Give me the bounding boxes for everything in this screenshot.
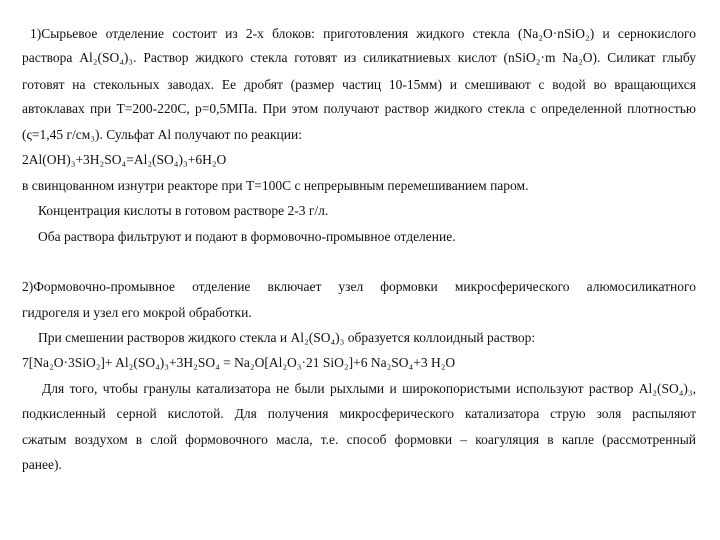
paragraph-2-line-8: ранее). bbox=[22, 457, 62, 472]
paragraph-2-line-5: Для того, чтобы гранулы катализатора не были рыхлыми и широкопористыми используют раствор Al₂(SO₄)₃, bbox=[42, 381, 696, 396]
paragraph-1-line-9: Оба раствора фильтруют и подают в формовочно-промывное отделение. bbox=[38, 229, 456, 244]
paragraph-2-line-2: гидрогеля и узел его мокрой обработки. bbox=[22, 305, 252, 320]
reaction-equation-1: 2Al(OH)₃+3H₂SO₄=Al₂(SO₄)₃+6H₂O bbox=[22, 152, 227, 167]
paragraph-1-line-7: в свинцованном изнутри реакторе при Т=100С с непрерывным перемешиванием паром. bbox=[22, 178, 529, 193]
reaction-equation-2: 7[Na₂O·3SiO₂]+ Al₂(SO₄)₃+3H₂SO₄ = Na₂O[Al₂O₃·21 SiO₂]+6 Na₂SO₄+3 H₂O bbox=[22, 355, 456, 370]
paragraph-1-line-1: 1)Сырьевое отделение состоит из 2-х блоков: приготовления жидкого стекла (Na₂O·nSiO₂) и сернокислого bbox=[30, 26, 696, 41]
paragraph-2-line-1: 2)Формовочно-промывное отделение включает узел формовки микросферического алюмосиликатного bbox=[22, 279, 696, 294]
paragraph-1-line-4: автоклавах при Т=200-220С, р=0,5МПа. При этом получают раствор жидкого стекла с определенной плотностью bbox=[22, 101, 696, 116]
paragraph-1-line-8: Концентрация кислоты в готовом растворе 2-3 г/л. bbox=[38, 203, 329, 218]
paragraph-2-line-7: сжатым воздухом в слой формовочного масла, т.е. способ формовки – коагуляция в капле (рассмотренный bbox=[22, 432, 696, 447]
paragraph-1-line-5: (ς=1,45 г/см₃). Сульфат Al получают по реакции: bbox=[22, 127, 302, 142]
paragraph-2-line-6: подкисленный серной кислотой. Для получения микросферического катализатора струю золя распыляют bbox=[22, 406, 696, 421]
paragraph-1-line-3: готовят на стекольных заводах. Ее дробят (размер частиц 10-15мм) и смешивают с водой во вращающихся bbox=[22, 77, 696, 92]
paragraph-2-line-3: При смешении растворов жидкого стекла и Al₂(SO₄)₃ образуется коллоидный раствор: bbox=[38, 330, 536, 345]
paragraph-1-line-2: раствора Al₂(SO₄)₃. Раствор жидкого стекла готовят из силикатниевых кислот (nSiO₂·m Na₂O). Силикат глыбу bbox=[22, 50, 696, 65]
